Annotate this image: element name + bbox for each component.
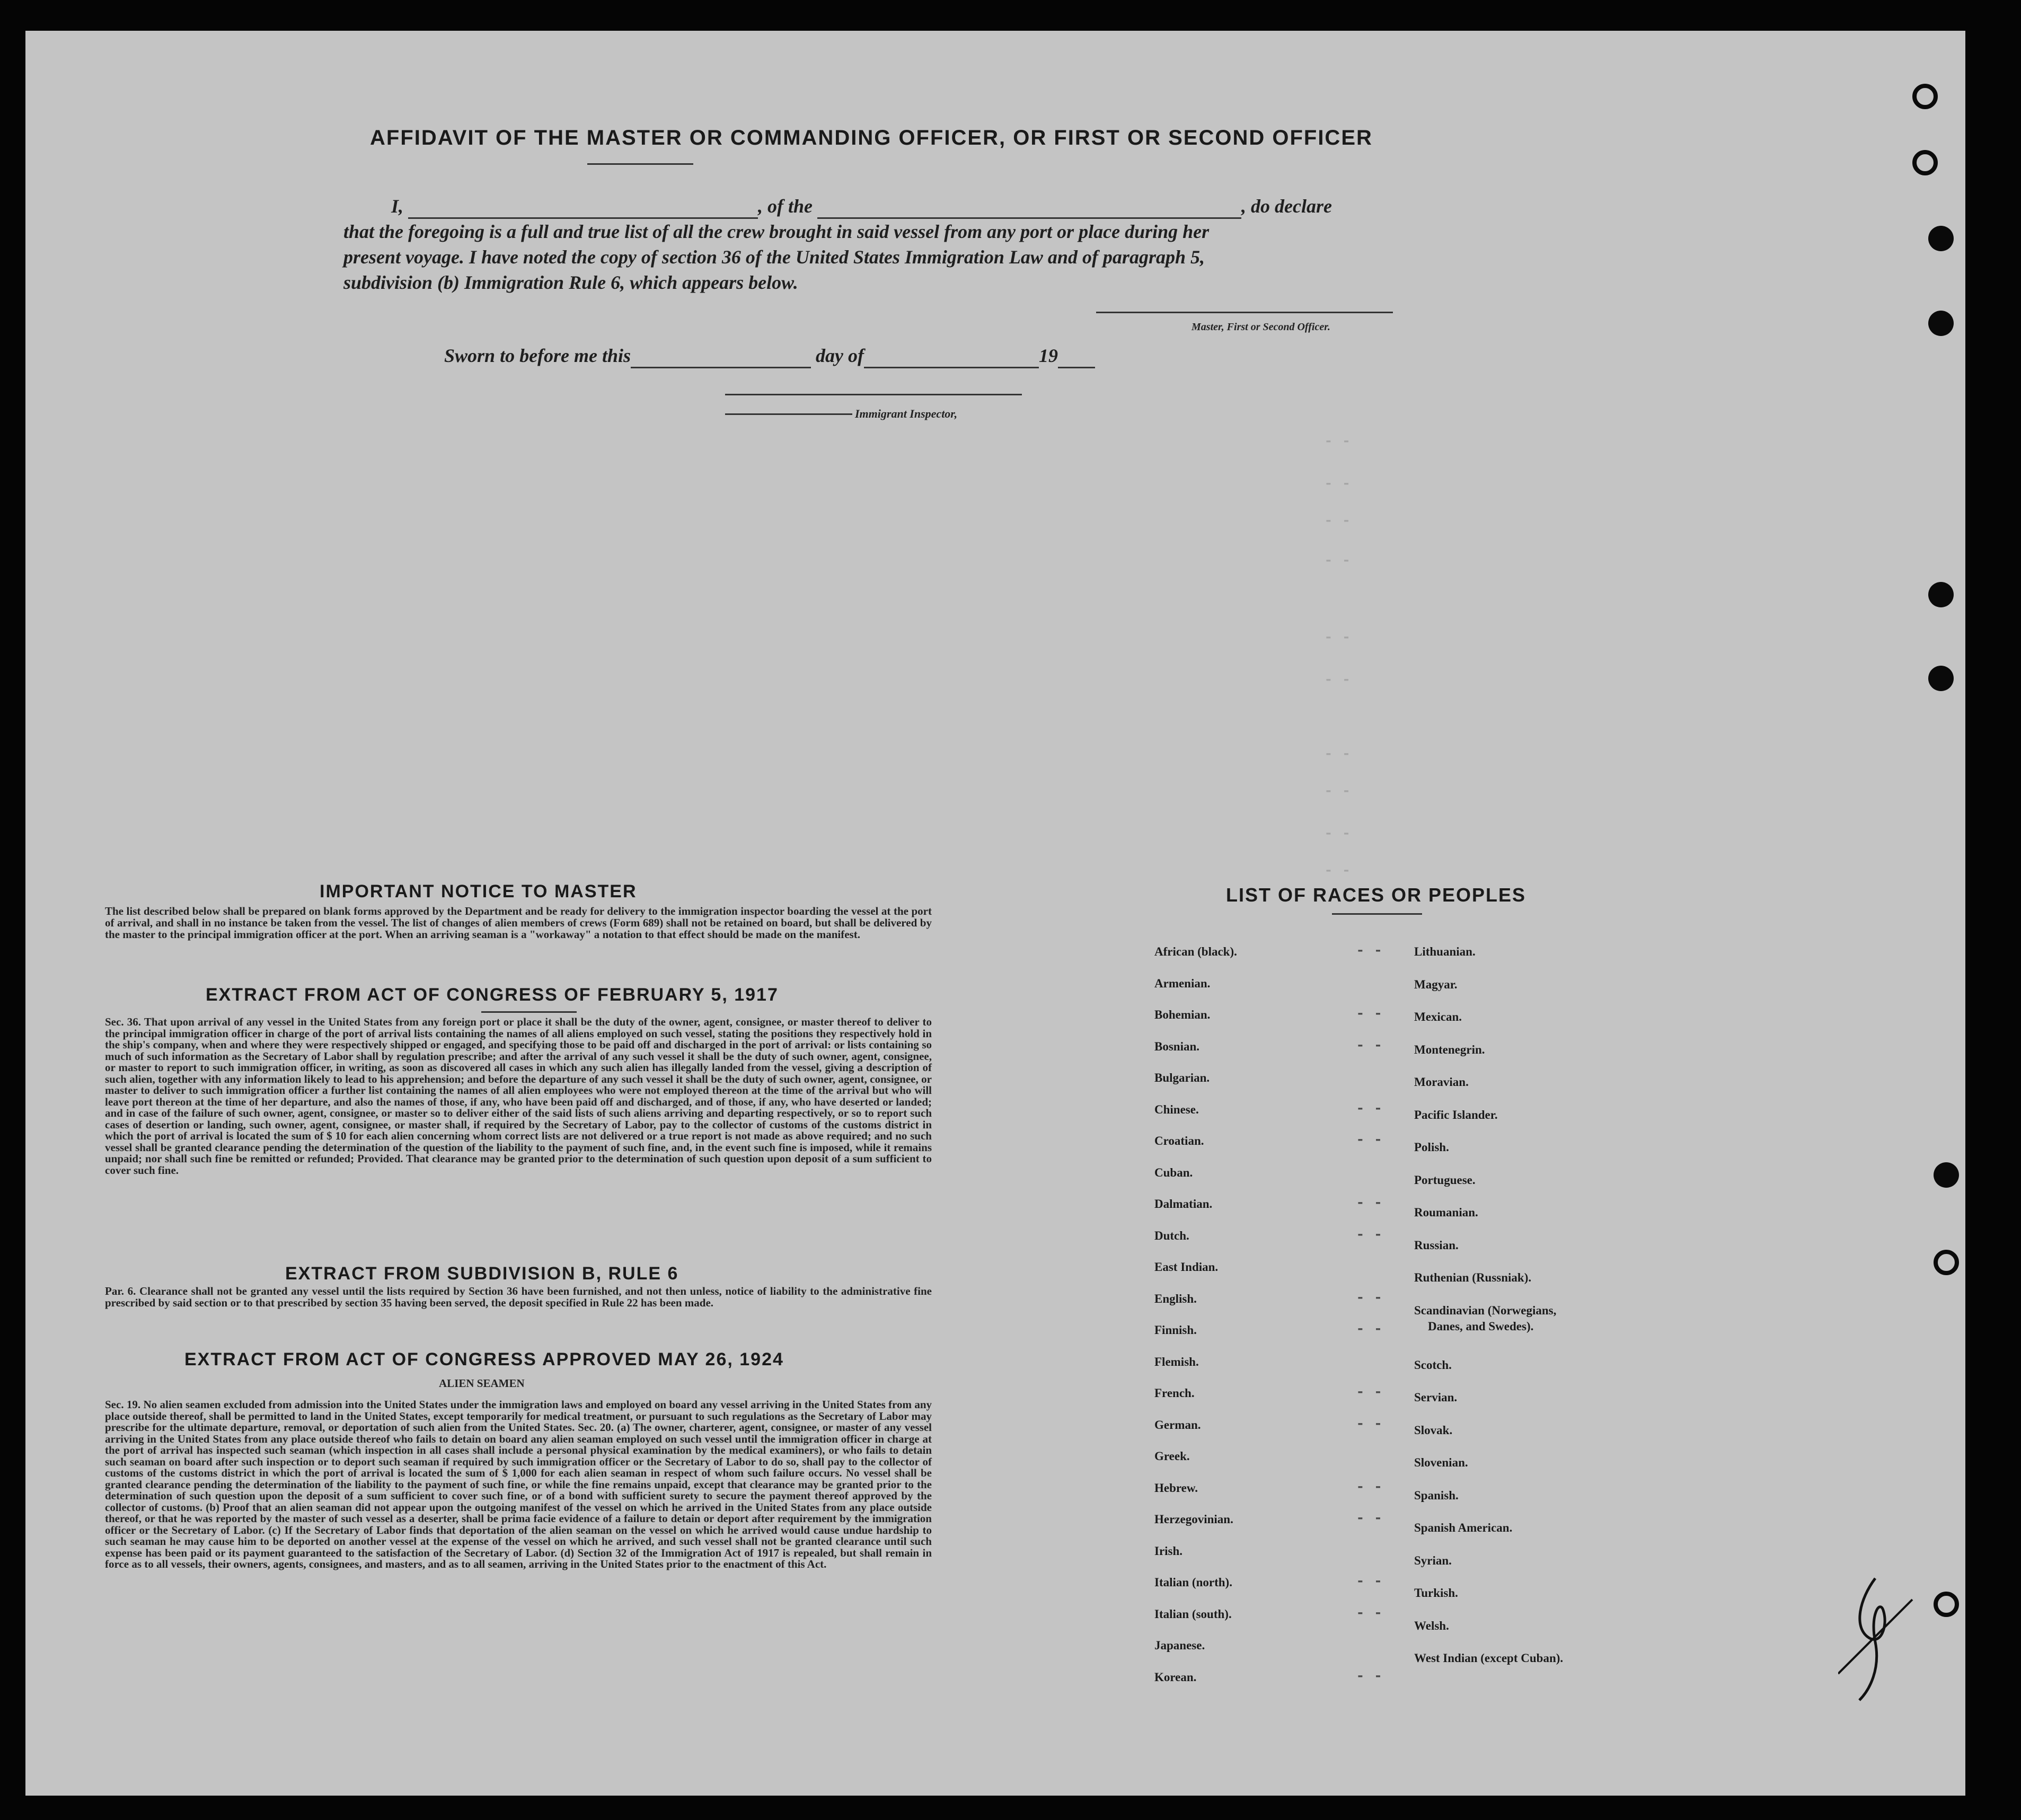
affidavit-line-4: subdivision (b) Immigration Rule 6, which appears below. [343,272,798,293]
race-item-right: Syrian. [1414,1553,1452,1567]
notice-title: IMPORTANT NOTICE TO MASTER [320,881,637,902]
race-item-right: Montenegrin. [1414,1042,1485,1056]
race-item-right: West Indian (except Cuban). [1414,1651,1564,1665]
separator-dash: - - [1356,1195,1383,1212]
race-item-right: Welsh. [1414,1619,1449,1632]
alien-seamen-subtitle: ALIEN SEAMEN [439,1377,525,1390]
race-item-left: Korean. [1154,1670,1197,1684]
separator-dash: - - [1356,943,1383,959]
race-item-left: Italian (north). [1154,1576,1232,1589]
extract-1917-title: EXTRACT FROM ACT OF CONGRESS OF FEBRUARY 5, 1917 [206,985,779,1005]
race-item-right: Portuguese. [1414,1173,1476,1187]
sworn-line [444,344,1095,368]
punch-hole-icon [1934,1162,1959,1188]
title-underline [587,163,693,165]
handwritten-mark [1838,1568,1918,1706]
month-blank [864,344,1039,368]
race-item-left: Dalmatian. [1154,1197,1213,1211]
manifest-page: - - - - - - - - - - - - - - - - - - - - AFFIDAVIT OF THE MASTER OR COMMANDING OFFICER, OR FIRST OR SECOND OFFICER I, , of the , do declare that the foregoing is a full and true list of all the crew brought in said vessel from any port or place during her present voyage. I have noted the copy of section 36 of the United States Immigration Law and of paragraph 5, subdivision (b) Immigration Rule 6, which appears below. Master, First or Second Officer. Sworn to before me this day of 19 Immigrant Inspector, IMPORTANT NOTICE TO MASTER The list described below shall be prepared on blank forms approved by the Department and be ready for delivery to the immigration inspector boarding the vessel at the port of arrival, and shall in no instance be taken from the vessel. The list of changes of alien members of crews (Form 689) shall not be retained on board, but shall be delivered by the master to the principal immigration officer at the port. When an arriving seaman is a "workaway" a notation to that effect should be made on the manifest. EXTRACT FROM ACT OF CONGRESS OF FEBRUARY 5, 1917 Sec. 36. That upon arrival of any vessel in the United States from any foreign port or place it shall be the duty of the owner, agent, consignee, or master thereof to deliver to the principal immigration officer in charge of the port of arrival lists containing the names of all aliens employed on such vessel, stating the positions they respectively hold in the ship's company, when and where they were respectively shipped or engaged, and specifying those to be paid off and discharged in the port of arrival: or lists containing so much of such information as the Secretary of Labor shall by regulation prescribe; and after the arrival of any such vessel it shall be the duty of such owner, agent, consignee, or master to report to such immigration officer, in writing, as soon as discovered all cases in which any such alien has illegally landed from the vessel, giving a description of such alien, together with any information likely to lead to his apprehension; and before the departure of any such vessel it shall be the duty of such owner, agent, consignee, or master to deliver to such immigration officer a further list containing the names of all alien employees who were not employed thereon at the time of the arrival but who will leave port thereon at the time of her departure, and also the names of those, if any, who have been paid off and discharged, and of those, if any, who have deserted or landed; and in case of the failure of such owner, agent, consignee, or master so to deliver either of the said lists of such aliens arriving and departing respectively, or so to report such cases of desertion or landing, such owner, agent, consignee, or master shall, if required by the Secretary of Labor, pay to the collector of customs of the customs district in which the port of arrival is located the sum of $ 10 for each alien concerning whom correct lists are not delivered or a true report is not made as above required; and no such vessel shall be granted clearance pending the determination of the question of the liability to the payment of such fine, and, in the event such fine is imposed, while it remains unpaid; nor shall such fine be remitted or refunded; Provided. That clearance may be granted prior to the determination of such question upon deposit of a sum sufficient to cover such fine. EXTRACT FROM SUBDIVISION B, RULE 6 Par. 6. Clearance shall not be granted any vessel until the lists required by Section 36 have been furnished, and not then unless, notice of liability to the administrative fine prescribed by said section or to that prescribed by section 35 having been served, the deposit specified in Rule 22 has been made. EXTRACT FROM ACT OF CONGRESS APPROVED MAY 26, 1924 ALIEN SEAMEN Sec. 19. No alien seamen excluded from admission into the United States under the immigration laws and employed on board any vessel arriving in the United States from any place outside thereof, shall be permitted to land in the United States, except temporarily for medical treatment, or pursuant to such regulations as the Secretary of Labor may prescribe for the ultimate departure, removal, or deportation of such alien from the United States. Sec. 20. (a) The owner, charterer, agent, consignee, or master of any vessel arriving in the United States from any place outside thereof who fails to detain on board any alien seaman employed on such vessel until the immigration officer in charge at the port of arrival has inspected such seaman (which inspection in all cases shall include a personal physical examination by the medical examiners), or who fails to detain such seaman on board after such inspection or to deport such seaman if required by such immigration officer or the Secretary of Labor to do so, shall pay to the collector of customs of the customs district in which the port of arrival is located the sum of $ 1,000 for each alien seaman in respect of whom such failure occurs. No vessel shall be granted clearance pending the determination of the liability to the payment of such fine, or while the fine remains unpaid, except that clearance may be granted prior to the determination of such question upon the deposit of a sum sufficient to cover such fine, or of a bond with sufficient surety to secure the payment thereof approved by the collector of customs. (b) Proof that an alien seaman did not appear upon the outgoing manifest of the vessel on which he arrived in the United States from any place outside thereof, or that he was reported by the master of such vessel as a deserter, shall be prima facie evidence of a failure to detain or deport after requirement by the immigration officer or the Secretary of Labor. (c) If the Secretary of Labor finds that deportation of the alien seaman on the vessel on which he arrived would cause undue hardship to such seaman he may cause him to be deported on another vessel at the expense of the vessel on which he arrived, and such vessel shall not be granted clearance until such expense has been paid or its payment guaranteed to the satisfaction of the Secretary of Labor. (d) Section 32 of the Immigration Act of 1917 is repealed, but shall remain in force as to all vessels, their owners, agents, consignees, and masters, and as to all seamen, arriving in the United States prior to the enactment of this Act. LIST OF RACES OR PEOPLES African (black). - - Armenian. Bohemian. - - Bosnian. - - Bulgarian. Chinese. - - Croatian. - - Cuban. Dalmatian. - - Dutch. - - East Indian. English. - - Finnish. - - Flemish. French. - - German. - - Greek. Hebrew. - - Herzegovinian. - - Irish. Italian (north). - - Italian (south). - - Japanese. Korean. - - Lithuanian. Magyar. Mexican. Montenegrin. Moravian. Pacific Islander. Polish. Portuguese. Roumanian. Russian. Ruthenian (Russniak). Scandinavian (Norwegians, Danes, and Swedes). Scotch. Servian. Slovak. Slovenian. Spanish. Spanish American. Syrian. Turkish. Welsh. West Indian (except Cuban). [25,31,1965,1796]
rule-6-title: EXTRACT FROM SUBDIVISION B, RULE 6 [285,1264,679,1284]
inspector-blank [725,413,852,415]
race-item-left: Flemish. [1154,1355,1199,1368]
race-item-left: Bosnian. [1154,1039,1200,1053]
race-item-left: English. [1154,1292,1197,1305]
race-item-left: Cuban. [1154,1165,1193,1179]
race-item-left: Bohemian. [1154,1008,1211,1021]
punch-hole-icon [1928,311,1954,336]
punch-hole-icon [1912,84,1938,109]
punch-hole-icon [1912,150,1938,175]
separator-dash: - - [1356,1037,1383,1054]
affidavit-title: AFFIDAVIT OF THE MASTER OR COMMANDING OFFICER, OR FIRST OR SECOND OFFICER [370,126,1373,149]
race-item-left: French. [1154,1386,1195,1400]
races-title-underline [1332,913,1422,915]
punch-hole-icon [1934,1592,1959,1617]
separator-dash: - - [1356,1479,1383,1496]
extract-1917-underline [481,1011,577,1013]
master-signature-label: Master, First or Second Officer. [1192,321,1330,333]
separator-dash: - - [1356,1574,1383,1590]
separator-dash: - - [1356,1384,1383,1401]
race-item-right: Scandinavian (Norwegians, [1414,1303,1557,1317]
separator-dash: - - [1356,1226,1383,1243]
race-item-left: Greek. [1154,1450,1190,1463]
race-item-right: Polish. [1414,1141,1449,1154]
day-of-label: day of [816,345,864,366]
race-item-right: Russian. [1414,1238,1459,1252]
race-item-right: Servian. [1414,1391,1458,1404]
punch-hole-icon [1928,582,1954,607]
extract-1917-text: Sec. 36. That upon arrival of any vessel in the United States from any foreign port or place it shall be the duty of the owner, agent, consignee, or master thereof to deliver to the principal immigration officer in charge of the port of arrival lists containing the names of all aliens employed on such vessel, stating the positions they respectively hold in the ship's company, when and where they were respectively shipped or engaged, and specifying those to be paid off and discharged in the port of arrival: or lists containing so much of such information as the Secretary of Labor shall by regulation prescribe; and after the arrival of any such vessel it shall be the duty of such owner, agent, consignee, or master to report to such immigration officer, in writing, as soon as discovered all cases in which any such alien has illegally landed from the vessel, giving a description of such alien, together with any information likely to lead to his apprehension; and before the departure of any such vessel it shall be the duty of such owner, agent, consignee, or master to deliver to such immigration officer a further list containing the names of all alien employees who were not employed thereon at the time of the arrival but who will leave port thereon at the time of her departure, and also the names of those, if any, who have been paid off and discharged, and of those, if any, who have deserted or landed; and in case of the failure of such owner, agent, consignee, or master so to deliver either of the said lists of such aliens arriving and departing respectively, or so to report such cases of desertion or landing, such owner, agent, consignee, or master shall, if required by the Secretary of Labor, pay to the collector of customs of the customs district in which the port of arrival is located the sum of $ 10 for each alien concerning whom correct lists are not delivered or a true report is not made as above required; and no such vessel shall be granted clearance pending the determination of the question of the liability to the payment of such fine, and, in the event such fine is imposed, while it remains unpaid; nor shall such fine be remitted or refunded; Provided. That clearance may be granted prior to the determination of such question upon deposit of a sum sufficient to cover such fine. [105,1015,932,1177]
race-item-right: Spanish. [1414,1488,1459,1502]
separator-dash: - - [1356,1510,1383,1527]
extract-1924-title: EXTRACT FROM ACT OF CONGRESS APPROVED MAY 26, 1924 [184,1349,784,1370]
race-item-right: Danes, and Swedes). [1428,1319,1534,1333]
race-item-right: Mexican. [1414,1010,1462,1023]
year-blank [1058,344,1095,368]
separator-dash: - - [1356,1006,1383,1022]
year-prefix: 19 [1039,345,1058,366]
rule-6-text: Par. 6. Clearance shall not be granted any vessel until the lists required by Section 36 have been furnished, and not then unless, notice of liability to the administrative fine prescribed by said section or to that prescribed by section 35 having been served, the deposit specified in Rule 22 has been made. [105,1285,932,1309]
race-item-right: Turkish. [1414,1586,1458,1600]
vessel-name-blank [817,195,1241,219]
master-signature-line [1096,312,1393,313]
punch-hole-icon [1928,666,1954,691]
separator-dash: - - [1356,1321,1383,1338]
race-item-left: Dutch. [1154,1229,1189,1242]
race-item-left: East Indian. [1154,1260,1219,1274]
affidavit-line-2: that the foregoing is a full and true list of all the crew brought in said vessel from any port or place during her [343,221,1210,242]
separator-dash: - - [1356,1605,1383,1622]
declarant-prefix: I, [391,196,404,217]
race-item-right: Ruthenian (Russniak). [1414,1271,1532,1284]
race-item-left: German. [1154,1418,1201,1432]
declarant-name-blank [408,195,758,219]
inspector-signature-line [725,394,1022,395]
affidavit-line-1 [343,195,1332,219]
race-item-left: African (black). [1154,945,1237,958]
races-title: LIST OF RACES OR PEOPLES [1226,884,1526,906]
race-item-left: Armenian. [1154,976,1211,990]
race-item-right: Slovak. [1414,1423,1453,1437]
vessel-prefix: , of the [758,196,813,217]
punch-hole-icon [1928,226,1954,251]
separator-dash: - - [1356,1289,1383,1306]
race-item-right: Scotch. [1414,1358,1452,1372]
separator-dash: - - [1356,1668,1383,1685]
race-item-right: Pacific Islander. [1414,1108,1498,1121]
race-item-left: Hebrew. [1154,1481,1198,1495]
separator-dash: - - [1356,1416,1383,1433]
race-item-left: Herzegovinian. [1154,1513,1233,1526]
affidavit-line-3: present voyage. I have noted the copy of section 36 of the United States Immigration Law and of paragraph 5, [343,246,1205,268]
race-item-right: Magyar. [1414,977,1458,991]
race-item-left: Croatian. [1154,1134,1204,1147]
race-item-left: Italian (south). [1154,1607,1232,1621]
notice-text: The list described below shall be prepared on blank forms approved by the Department and be ready for delivery to the immigration inspector boarding the vessel at the port of arrival, and shall in no instance be taken from the vessel. The list of changes of alien members of crews (Form 689) shall not be retained on board, but shall be delivered by the master to the principal immigration officer at the port. When an arriving seaman is a "workaway" a notation to that effect should be made on the manifest. [105,905,932,941]
extract-1924-text: Sec. 19. No alien seamen excluded from admission into the United States under the immigration laws and employed on board any vessel arriving in the United States from any place outside thereof, shall be permitted to land in the United States, except temporarily for medical treatment, or pursuant to such regulations as the Secretary of Labor may prescribe for the ultimate departure, removal, or deportation of such alien from the United States. Sec. 20. (a) The owner, charterer, agent, consignee, or master of any vessel arriving in the United States from any place outside thereof who fails to detain on board any alien seaman employed on such vessel until the immigration officer in charge at the port of arrival has inspected such seaman (which inspection in all cases shall include a personal physical examination by the medical examiners), or who fails to detain such seaman on board after such inspection or to deport such seaman if required by such immigration officer or the Secretary of Labor to do so, shall pay to the collector of customs of the customs district in which the port of arrival is located the sum of $ 1,000 for each alien seaman in respect of whom such failure occurs. No vessel shall be granted clearance pending the determination of the liability to the payment of such fine, or while the fine remains unpaid, except that clearance may be granted prior to the determination of such question upon the deposit of a sum sufficient to cover such fine, or of a bond with sufficient surety to secure the payment thereof approved by the collector of customs. (b) Proof that an alien seaman did not appear upon the outgoing manifest of the vessel on which he arrived in the United States from any place outside thereof, or that he was reported by the master of such vessel as a deserter, shall be prima facie evidence of a failure to detain or deport after requirement by the immigration officer or the Secretary of Labor. (c) If the Secretary of Labor finds that deportation of the alien seaman on the vessel on which he arrived would cause undue hardship to such seaman he may cause him to be deported on another vessel at the expense of the vessel on which he arrived, and such vessel shall not be granted clearance until such expense has been paid or its payment guaranteed to the satisfaction of the Secretary of Labor. (d) Section 32 of the Immigration Act of 1917 is repealed, but shall remain in force as to all vessels, their owners, agents, consignees, and masters, and as to all seamen, arriving in the United States prior to the enactment of this Act. [105,1398,932,1570]
declare-suffix: , do declare [1241,196,1332,217]
race-item-right: Lithuanian. [1414,945,1476,958]
race-item-right: Slovenian. [1414,1456,1468,1469]
race-item-right: Spanish American. [1414,1521,1513,1534]
punch-hole-icon [1934,1250,1959,1275]
separator-dash: - - [1356,1132,1383,1148]
race-item-left: Chinese. [1154,1102,1199,1116]
race-item-left: Japanese. [1154,1639,1205,1652]
race-item-right: Roumanian. [1414,1206,1478,1219]
race-item-left: Bulgarian. [1154,1071,1210,1084]
race-item-left: Irish. [1154,1544,1183,1558]
sworn-prefix: Sworn to before me this [444,345,631,366]
separator-dash: - - [1356,1100,1383,1117]
sworn-date-blank [631,344,811,368]
race-item-right: Moravian. [1414,1075,1469,1089]
race-item-left: Finnish. [1154,1323,1197,1337]
inspector-label: Immigrant Inspector, [855,407,958,420]
